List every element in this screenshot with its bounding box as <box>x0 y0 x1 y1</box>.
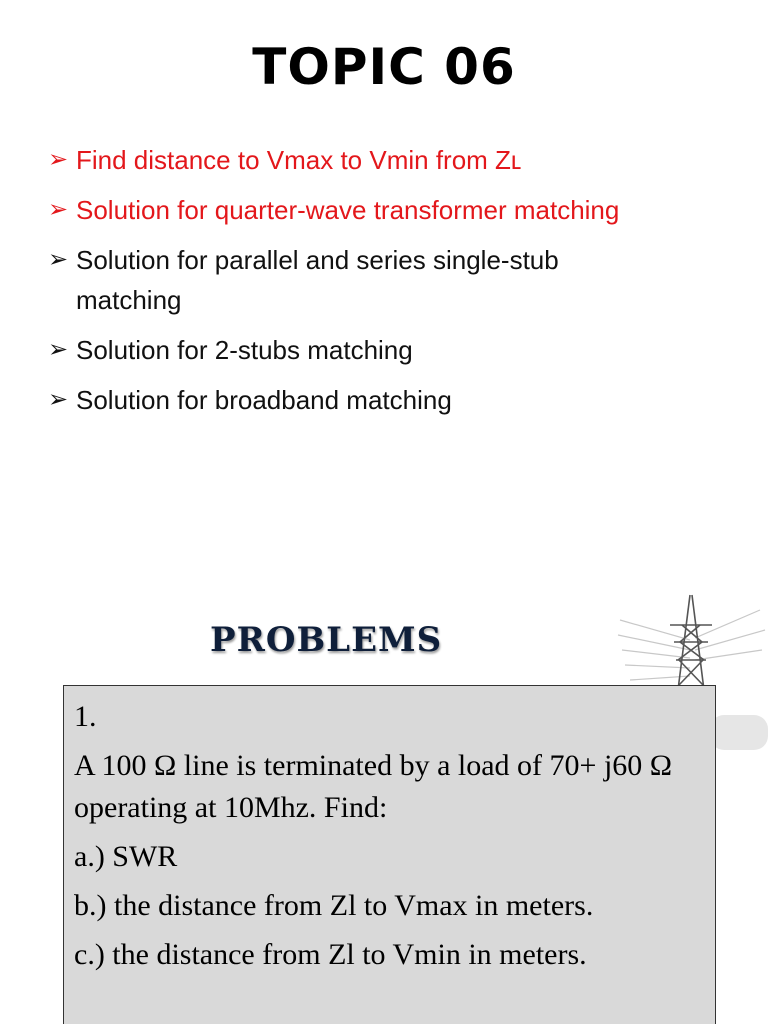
bullet-text: Solution for quarter-wave transformer matching <box>76 195 620 225</box>
arrow-bullet-icon: ➢ <box>48 336 69 363</box>
arrow-bullet-icon: ➢ <box>48 146 69 173</box>
bullet-text: Solution for broadband matching <box>76 385 452 415</box>
bullet-text: Solution for 2-stubs matching <box>76 335 413 365</box>
arrow-bullet-icon: ➢ <box>48 386 69 413</box>
slide-title: TOPIC 06 <box>252 38 516 96</box>
topic-bullet-list <box>48 140 668 430</box>
bullet-item <box>48 240 668 320</box>
problem-part: a.) SWR <box>74 840 178 873</box>
problem-part: b.) the distance from Zl to Vmax in meters. <box>74 889 594 922</box>
arrow-bullet-icon: ➢ <box>48 246 69 273</box>
problem-card <box>63 685 716 1024</box>
bullet-item <box>48 190 668 230</box>
problems-heading: PROBLEMS <box>210 620 443 660</box>
bullet-text: Find distance to Vmax to Vmin from Zʟ <box>76 145 522 175</box>
problem-number: 1. <box>74 700 97 733</box>
bullet-item <box>48 140 668 180</box>
problem-statement: A 100 Ω line is terminated by a load of 70+ j60 Ω operating at 10Mhz. Find: <box>74 749 673 824</box>
problem-part: c.) the distance from Zl to Vmin in meters. <box>74 938 587 971</box>
arrow-bullet-icon: ➢ <box>48 196 69 223</box>
bullet-item <box>48 330 668 370</box>
bullet-item <box>48 380 668 420</box>
bullet-text: Solution for parallel and series single-stub matching <box>76 245 559 315</box>
